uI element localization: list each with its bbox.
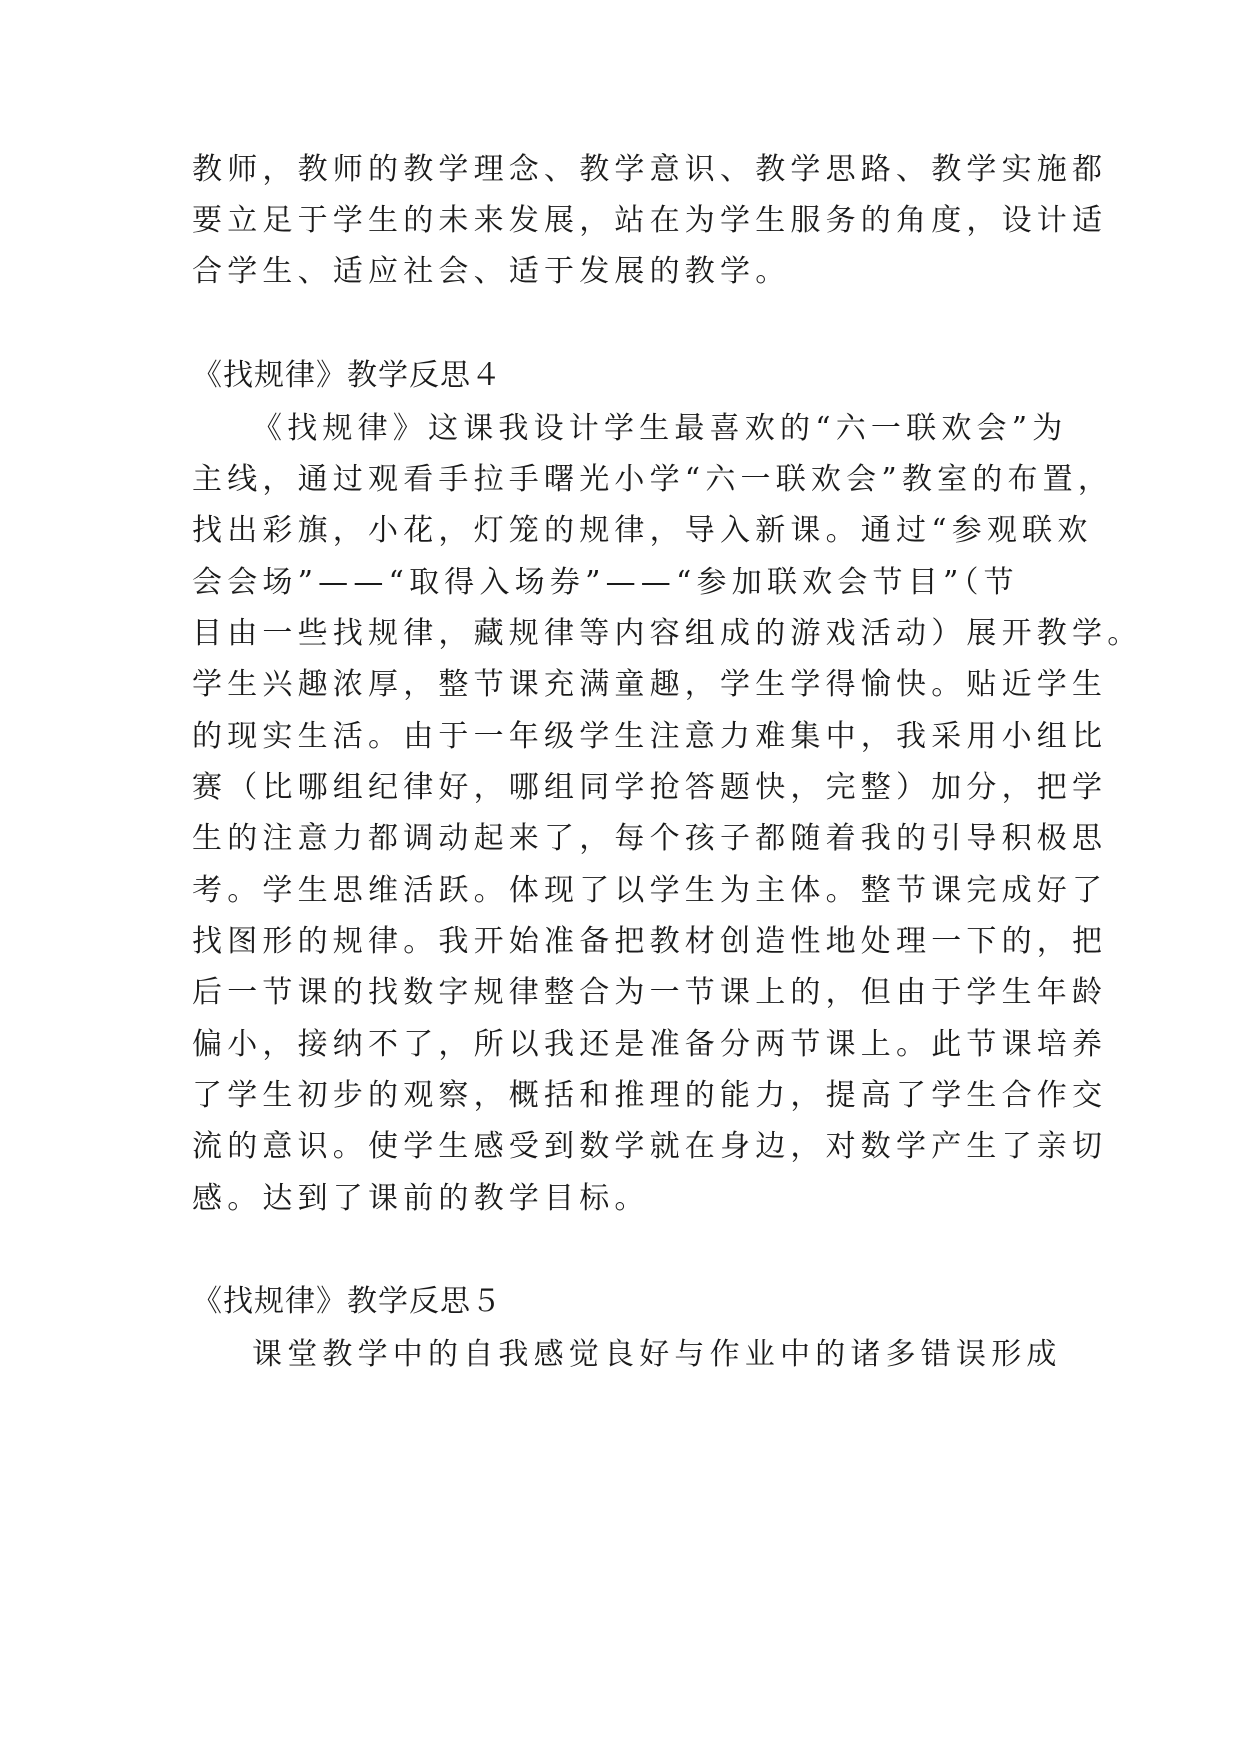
- paragraph-line: 感。达到了课前的教学目标。: [192, 1181, 650, 1216]
- paragraph-line: 流的意识。使学生感受到数学就在身边，对数学产生了亲切: [192, 1129, 1108, 1164]
- paragraph-line: 课堂教学中的自我感觉良好与作业中的诸多错误形成: [252, 1337, 1062, 1372]
- paragraph-line: 找出彩旗，小花，灯笼的规律，导入新课。通过“参观联欢: [192, 513, 1093, 548]
- section-heading-4: 《找规律》教学反思４: [192, 358, 502, 393]
- paragraph-line: 偏小，接纳不了，所以我还是准备分两节课上。此节课培养: [192, 1027, 1108, 1062]
- paragraph-line: 要立足于学生的未来发展，站在为学生服务的角度，设计适: [192, 203, 1108, 238]
- paragraph-line: 目由一些找规律，藏规律等内容组成的游戏活动）展开教学。: [192, 616, 1143, 651]
- paragraph-line: 合学生、适应社会、适于发展的教学。: [192, 254, 791, 289]
- section-heading-5: 《找规律》教学反思５: [192, 1284, 502, 1319]
- paragraph-line: 生的注意力都调动起来了，每个孩子都随着我的引导积极思: [192, 821, 1108, 856]
- paragraph-line: 找图形的规律。我开始准备把教材创造性地处理一下的，把: [192, 924, 1108, 959]
- paragraph-line: 了学生初步的观察，概括和推理的能力，提高了学生合作交: [192, 1078, 1108, 1113]
- paragraph-line: 会会场”——“取得入场券”——“参加联欢会节目”（节: [192, 565, 1019, 600]
- paragraph-line: 主线，通过观看手拉手曙光小学“六一联欢会”教室的布置，: [192, 462, 1114, 497]
- paragraph-line: 学生兴趣浓厚，整节课充满童趣，学生学得愉快。贴近学生: [192, 667, 1108, 702]
- paragraph-line: 考。学生思维活跃。体现了以学生为主体。整节课完成好了: [192, 873, 1108, 908]
- paragraph-line: 的现实生活。由于一年级学生注意力难集中，我采用小组比: [192, 719, 1108, 754]
- paragraph-line: 《找规律》这课我设计学生最喜欢的“六一联欢会”为: [252, 411, 1068, 446]
- paragraph-line: 后一节课的找数字规律整合为一节课上的，但由于学生年龄: [192, 975, 1108, 1010]
- paragraph-line: 教师，教师的教学理念、教学意识、教学思路、教学实施都: [192, 152, 1108, 187]
- paragraph-line: 赛（比哪组纪律好，哪组同学抢答题快，完整）加分，把学: [192, 770, 1108, 805]
